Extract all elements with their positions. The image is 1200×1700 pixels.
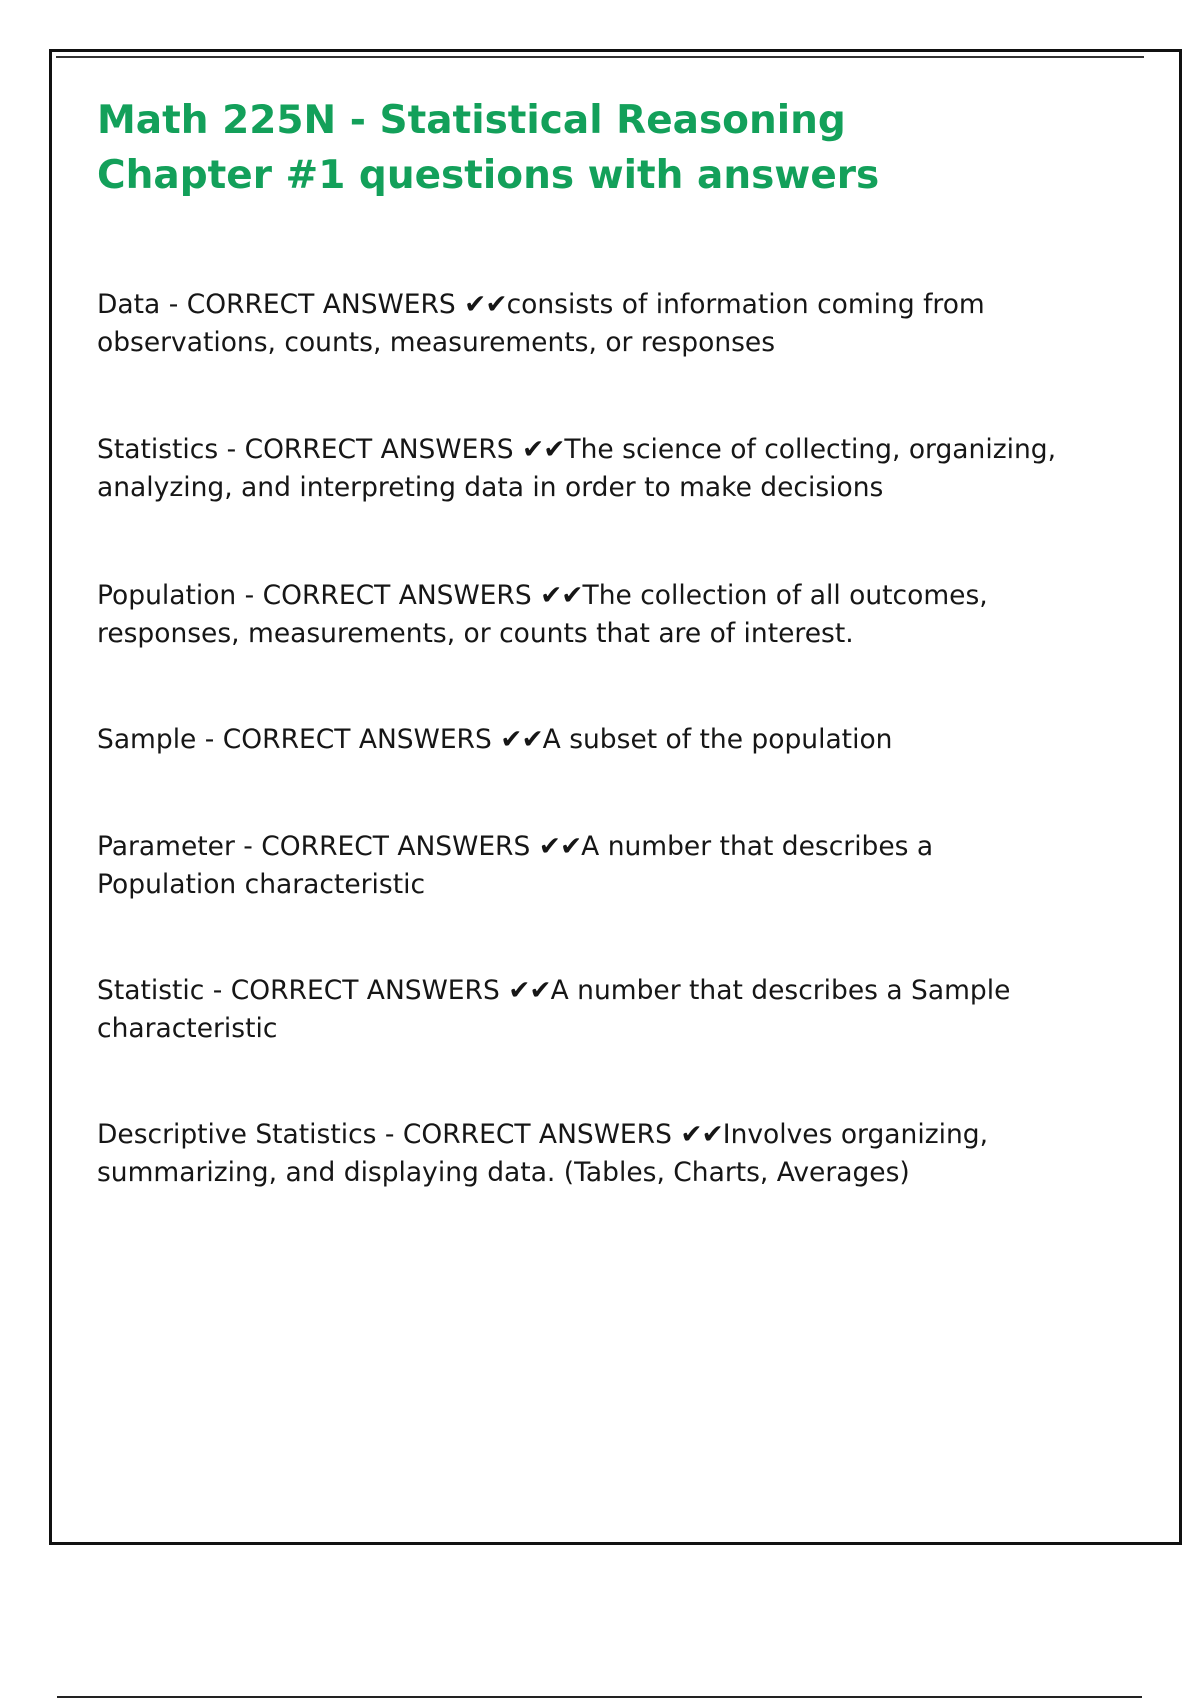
title-line-chapter: Chapter #1 questions with answers: [97, 153, 880, 198]
definition: A number that describes a Sample characteristic: [97, 975, 1011, 1044]
checkmark-icon: ✔✔: [464, 289, 507, 320]
answer-marker: CORRECT ANSWERS: [222, 724, 492, 755]
definition: A subset of the population: [542, 724, 893, 755]
answer-marker: CORRECT ANSWERS: [402, 1119, 672, 1150]
term: Statistic: [97, 975, 205, 1006]
answer-marker: CORRECT ANSWERS: [262, 580, 532, 611]
term: Descriptive Statistics: [97, 1119, 377, 1150]
definition: Involves organizing, summarizing, and displaying data. (Tables, Charts, Averages): [97, 1119, 989, 1188]
qa-item-sample: Sample - CORRECT ANSWERS ✔✔A subset of the population: [97, 724, 893, 755]
title-line-course: Math 225N - Statistical Reasoning: [97, 98, 846, 143]
checkmark-icon: ✔✔: [680, 1119, 723, 1150]
term: Population: [97, 580, 237, 611]
term: Statistics: [97, 434, 219, 465]
term: Sample: [97, 724, 197, 755]
definition: A number that describes a Population characteristic: [97, 831, 934, 900]
qa-item-statistics: Statistics - CORRECT ANSWERS ✔✔The science of collecting, organizing, analyzing, and interpreting data in order to make decisions: [97, 434, 1057, 503]
answer-marker: CORRECT ANSWERS: [186, 289, 456, 320]
qa-item-parameter: Parameter - CORRECT ANSWERS ✔✔A number that describes a Population characteristic: [97, 831, 934, 900]
checkmark-icon: ✔✔: [500, 724, 543, 755]
answer-marker: CORRECT ANSWERS: [261, 831, 531, 862]
term: Data: [97, 289, 161, 320]
definition: The science of collecting, organizing, analyzing, and interpreting data in order to make decisions: [97, 434, 1057, 503]
qa-item-population: Population - CORRECT ANSWERS ✔✔The collection of all outcomes, responses, measurements, or counts that are of interest.: [97, 580, 988, 649]
checkmark-icon: ✔✔: [508, 975, 551, 1006]
document-title: [97, 93, 1077, 203]
checkmark-icon: ✔✔: [540, 580, 583, 611]
qa-list: [97, 286, 1057, 1192]
checkmark-icon: ✔✔: [538, 831, 582, 862]
answer-marker: CORRECT ANSWERS: [230, 975, 500, 1006]
checkmark-icon: ✔✔: [522, 434, 565, 465]
answer-marker: CORRECT ANSWERS: [244, 434, 514, 465]
term: Parameter: [97, 831, 235, 862]
qa-item-data: Data - CORRECT ANSWERS ✔✔consists of information coming from observations, counts, measurements, or responses: [97, 289, 985, 358]
next-page-rule: [57, 1696, 1142, 1698]
top-rule: [56, 56, 1144, 58]
definition: consists of information coming from observations, counts, measurements, or responses: [97, 289, 985, 358]
definition: The collection of all outcomes, responses, measurements, or counts that are of interest.: [97, 580, 988, 649]
qa-item-descriptive-statistics: Descriptive Statistics - CORRECT ANSWERS ✔✔Involves organizing, summarizing, and displaying data. (Tables, Charts, Averages): [97, 1119, 989, 1188]
qa-item-statistic: Statistic - CORRECT ANSWERS ✔✔A number that describes a Sample characteristic: [97, 975, 1011, 1044]
